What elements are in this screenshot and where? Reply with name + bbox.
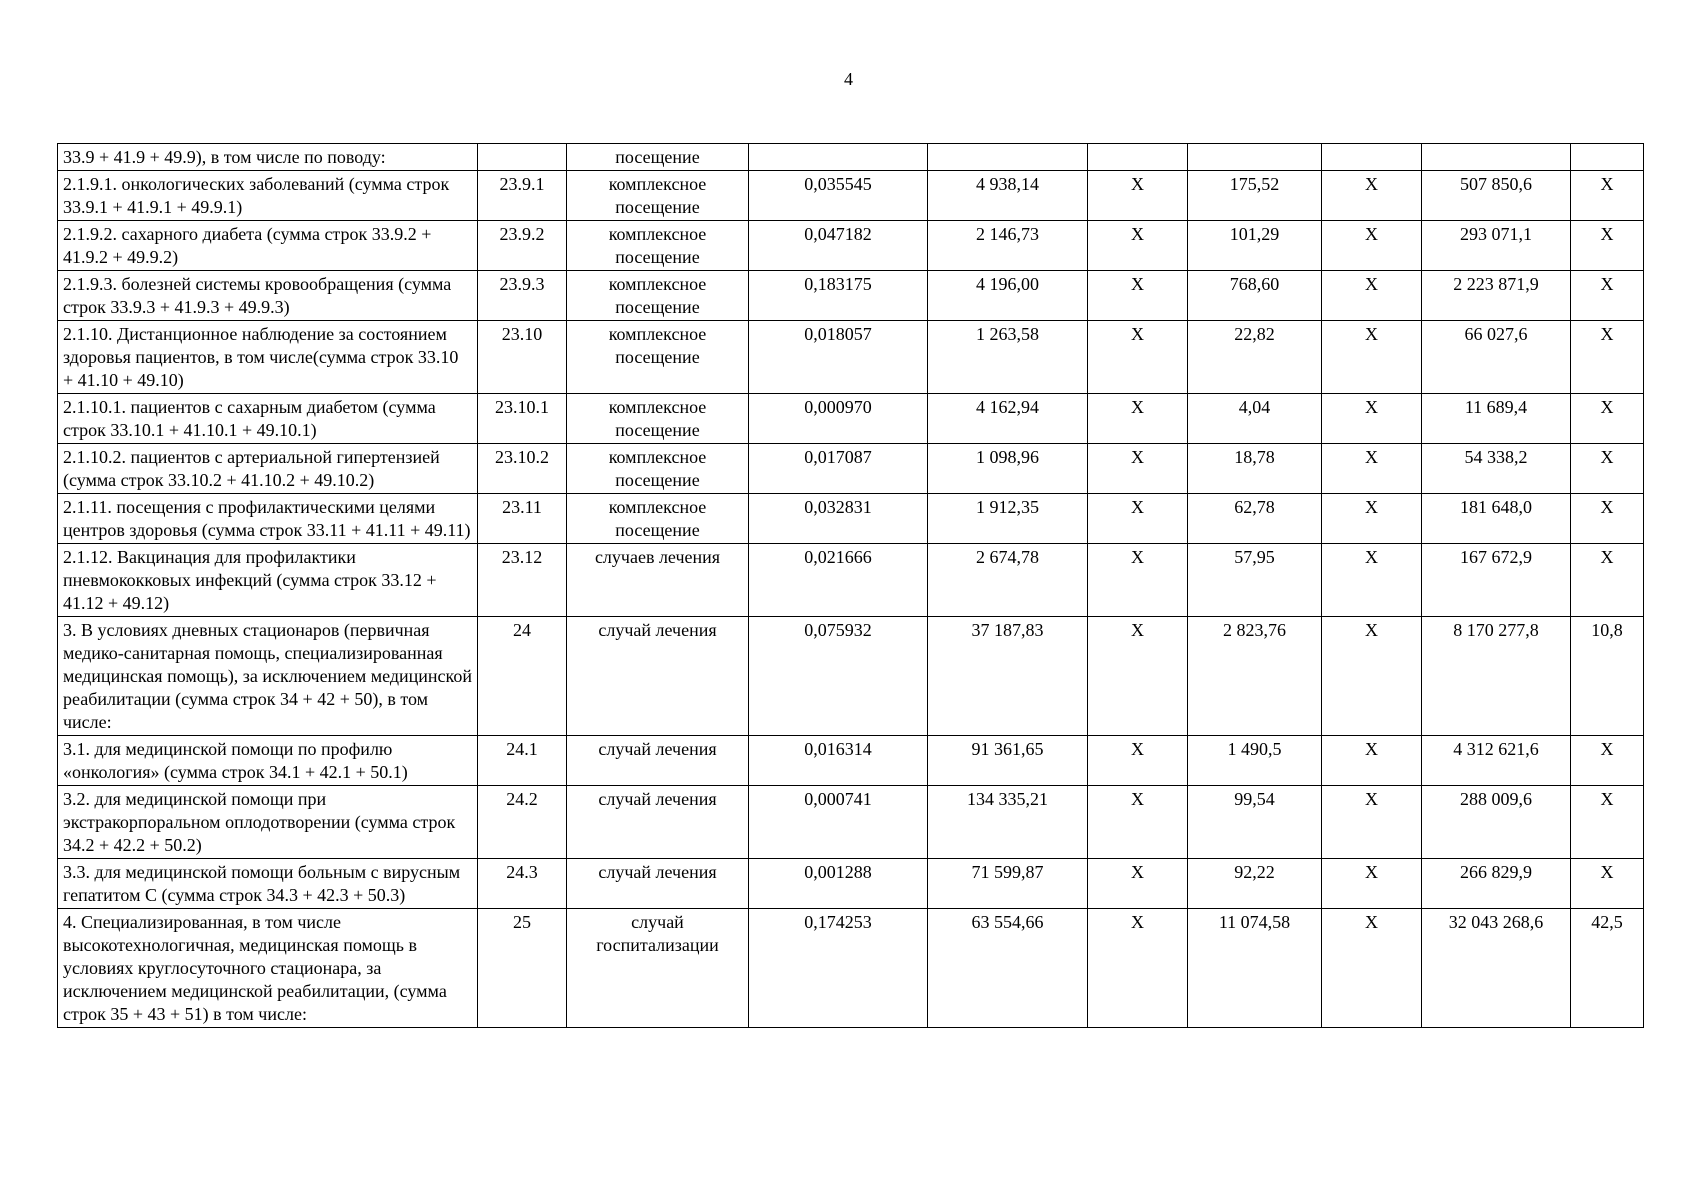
- cell-cost-per-unit: 2 674,78: [928, 544, 1088, 617]
- cell-total-cost: 4 312 621,6: [1422, 736, 1571, 786]
- cell-share-percent: X: [1571, 736, 1644, 786]
- cell-per-capita: 22,82: [1188, 321, 1322, 394]
- cell-col-x-1: X: [1088, 617, 1188, 736]
- cell-per-capita: 1 490,5: [1188, 736, 1322, 786]
- table-row: [58, 321, 1644, 394]
- cell-share-percent: X: [1571, 859, 1644, 909]
- table-row: [58, 617, 1644, 736]
- cell-share-percent: X: [1571, 544, 1644, 617]
- cell-norm-volume: 0,035545: [749, 171, 928, 221]
- cell-col-x-1: X: [1088, 171, 1188, 221]
- cell-total-cost: 8 170 277,8: [1422, 617, 1571, 736]
- cell-col-x-1: X: [1088, 494, 1188, 544]
- cell-unit: случаев лечения: [567, 544, 749, 617]
- cell-row-name: 3.1. для медицинской помощи по профилю «онкология» (сумма строк 34.1 + 42.1 + 50.1): [58, 736, 478, 786]
- table-row: [58, 271, 1644, 321]
- cell-row-name: 3. В условиях дневных стационаров (первичная медико-санитарная помощь, специализированная медицинская помощь), за исключением медицинской реабилитации (сумма строк 34 + 42 + 50), в том числе:: [58, 617, 478, 736]
- cell-row-code: 24: [478, 617, 567, 736]
- cell-norm-volume: 0,000970: [749, 394, 928, 444]
- cell-share-percent: X: [1571, 786, 1644, 859]
- cell-total-cost: 167 672,9: [1422, 544, 1571, 617]
- cell-row-code: 24.1: [478, 736, 567, 786]
- cell-per-capita: 768,60: [1188, 271, 1322, 321]
- cell-unit: случай госпитализации: [567, 909, 749, 1028]
- cell-per-capita: 92,22: [1188, 859, 1322, 909]
- cell-unit: комплексное посещение: [567, 444, 749, 494]
- table-row: [58, 444, 1644, 494]
- cell-row-name: 2.1.10.1. пациентов с сахарным диабетом (сумма строк 33.10.1 + 41.10.1 + 49.10.1): [58, 394, 478, 444]
- table-row: [58, 394, 1644, 444]
- cell-total-cost: 293 071,1: [1422, 221, 1571, 271]
- cell-row-name: 2.1.10.2. пациентов с артериальной гипертензией (сумма строк 33.10.2 + 41.10.2 + 49.10.2): [58, 444, 478, 494]
- cell-norm-volume: 0,183175: [749, 271, 928, 321]
- cell-col-x-2: X: [1322, 271, 1422, 321]
- cell-row-code: 23.11: [478, 494, 567, 544]
- cell-col-x-1: X: [1088, 321, 1188, 394]
- cell-cost-per-unit: 71 599,87: [928, 859, 1088, 909]
- cell-row-code: 24.2: [478, 786, 567, 859]
- cell-row-name: 4. Специализированная, в том числе высокотехнологичная, медицинская помощь в условиях круглосуточного стационара, за исключением медицинской реабилитации, (сумма строк 35 + 43 + 51) в том числе:: [58, 909, 478, 1028]
- cell-unit: случай лечения: [567, 736, 749, 786]
- cell-norm-volume: 0,001288: [749, 859, 928, 909]
- cell-row-name: 2.1.11. посещения с профилактическими целями центров здоровья (сумма строк 33.11 + 41.11 + 49.11): [58, 494, 478, 544]
- cell-row-code: 24.3: [478, 859, 567, 909]
- data-table: [57, 143, 1644, 1028]
- cell-norm-volume: [749, 144, 928, 171]
- cell-row-code: 25: [478, 909, 567, 1028]
- cell-share-percent: X: [1571, 321, 1644, 394]
- cell-row-code: 23.10: [478, 321, 567, 394]
- cell-row-code: 23.10.1: [478, 394, 567, 444]
- cell-col-x-2: [1322, 144, 1422, 171]
- cell-per-capita: 4,04: [1188, 394, 1322, 444]
- cell-share-percent: [1571, 144, 1644, 171]
- cell-col-x-2: X: [1322, 444, 1422, 494]
- cell-total-cost: 507 850,6: [1422, 171, 1571, 221]
- table-row: [58, 544, 1644, 617]
- cell-total-cost: 32 043 268,6: [1422, 909, 1571, 1028]
- cell-unit: комплексное посещение: [567, 321, 749, 394]
- cell-per-capita: 18,78: [1188, 444, 1322, 494]
- cell-col-x-2: X: [1322, 859, 1422, 909]
- cell-share-percent: X: [1571, 221, 1644, 271]
- cell-total-cost: 288 009,6: [1422, 786, 1571, 859]
- cell-norm-volume: 0,032831: [749, 494, 928, 544]
- cell-cost-per-unit: 1 912,35: [928, 494, 1088, 544]
- cell-total-cost: [1422, 144, 1571, 171]
- cell-col-x-1: X: [1088, 909, 1188, 1028]
- cell-total-cost: 54 338,2: [1422, 444, 1571, 494]
- cell-col-x-2: X: [1322, 617, 1422, 736]
- cell-per-capita: 99,54: [1188, 786, 1322, 859]
- cell-col-x-2: X: [1322, 171, 1422, 221]
- cell-total-cost: 181 648,0: [1422, 494, 1571, 544]
- cell-unit: комплексное посещение: [567, 171, 749, 221]
- cell-total-cost: 11 689,4: [1422, 394, 1571, 444]
- cell-norm-volume: 0,018057: [749, 321, 928, 394]
- cell-norm-volume: 0,000741: [749, 786, 928, 859]
- table-row: [58, 909, 1644, 1028]
- cell-norm-volume: 0,016314: [749, 736, 928, 786]
- cell-cost-per-unit: 1 098,96: [928, 444, 1088, 494]
- cell-col-x-1: [1088, 144, 1188, 171]
- cell-unit: случай лечения: [567, 859, 749, 909]
- table-row: [58, 171, 1644, 221]
- cell-norm-volume: 0,017087: [749, 444, 928, 494]
- cell-per-capita: 57,95: [1188, 544, 1322, 617]
- cell-per-capita: 62,78: [1188, 494, 1322, 544]
- cell-cost-per-unit: 4 162,94: [928, 394, 1088, 444]
- cell-cost-per-unit: [928, 144, 1088, 171]
- cell-share-percent: X: [1571, 444, 1644, 494]
- cell-unit: комплексное посещение: [567, 494, 749, 544]
- cell-norm-volume: 0,047182: [749, 221, 928, 271]
- cell-unit: комплексное посещение: [567, 394, 749, 444]
- cell-row-name: 3.3. для медицинской помощи больным с вирусным гепатитом С (сумма строк 34.3 + 42.3 + 50.3): [58, 859, 478, 909]
- cell-row-code: 23.9.1: [478, 171, 567, 221]
- cell-col-x-2: X: [1322, 221, 1422, 271]
- cell-row-code: 23.10.2: [478, 444, 567, 494]
- cell-cost-per-unit: 4 196,00: [928, 271, 1088, 321]
- cell-share-percent: 10,8: [1571, 617, 1644, 736]
- cell-unit: комплексное посещение: [567, 271, 749, 321]
- table-row: [58, 144, 1644, 171]
- cell-per-capita: 101,29: [1188, 221, 1322, 271]
- cell-total-cost: 66 027,6: [1422, 321, 1571, 394]
- table-row: [58, 859, 1644, 909]
- cell-row-name: 2.1.9.3. болезней системы кровообращения (сумма строк 33.9.3 + 41.9.3 + 49.9.3): [58, 271, 478, 321]
- cell-cost-per-unit: 1 263,58: [928, 321, 1088, 394]
- cell-col-x-2: X: [1322, 321, 1422, 394]
- cell-row-name: 2.1.9.1. онкологических заболеваний (сумма строк 33.9.1 + 41.9.1 + 49.9.1): [58, 171, 478, 221]
- cell-share-percent: X: [1571, 271, 1644, 321]
- cell-col-x-2: X: [1322, 736, 1422, 786]
- cell-share-percent: X: [1571, 394, 1644, 444]
- table-row: [58, 736, 1644, 786]
- cell-row-code: [478, 144, 567, 171]
- cell-row-name: 2.1.9.2. сахарного диабета (сумма строк 33.9.2 + 41.9.2 + 49.9.2): [58, 221, 478, 271]
- cell-col-x-1: X: [1088, 859, 1188, 909]
- cell-col-x-1: X: [1088, 444, 1188, 494]
- cell-col-x-1: X: [1088, 271, 1188, 321]
- cell-col-x-1: X: [1088, 221, 1188, 271]
- cell-row-code: 23.12: [478, 544, 567, 617]
- cell-per-capita: 11 074,58: [1188, 909, 1322, 1028]
- cell-per-capita: 2 823,76: [1188, 617, 1322, 736]
- cell-col-x-2: X: [1322, 394, 1422, 444]
- cell-row-name: 2.1.12. Вакцинация для профилактики пневмококковых инфекций (сумма строк 33.12 + 41.12 + 49.12): [58, 544, 478, 617]
- page-number: 4: [844, 69, 853, 89]
- cell-cost-per-unit: 91 361,65: [928, 736, 1088, 786]
- cell-norm-volume: 0,174253: [749, 909, 928, 1028]
- cell-row-name: 3.2. для медицинской помощи при экстракорпоральном оплодотворении (сумма строк 34.2 + 42.2 + 50.2): [58, 786, 478, 859]
- cell-col-x-1: X: [1088, 544, 1188, 617]
- cell-cost-per-unit: 4 938,14: [928, 171, 1088, 221]
- table-row: [58, 786, 1644, 859]
- cell-cost-per-unit: 134 335,21: [928, 786, 1088, 859]
- table-body: [58, 144, 1644, 1028]
- cell-share-percent: X: [1571, 494, 1644, 544]
- cell-row-name: 33.9 + 41.9 + 49.9), в том числе по поводу:: [58, 144, 478, 171]
- cell-per-capita: [1188, 144, 1322, 171]
- cell-row-code: 23.9.3: [478, 271, 567, 321]
- cell-col-x-1: X: [1088, 736, 1188, 786]
- cell-col-x-2: X: [1322, 786, 1422, 859]
- cell-unit: комплексное посещение: [567, 221, 749, 271]
- cell-share-percent: X: [1571, 171, 1644, 221]
- cell-cost-per-unit: 37 187,83: [928, 617, 1088, 736]
- table-row: [58, 221, 1644, 271]
- cell-norm-volume: 0,075932: [749, 617, 928, 736]
- cell-unit: случай лечения: [567, 786, 749, 859]
- table-row: [58, 494, 1644, 544]
- cell-cost-per-unit: 2 146,73: [928, 221, 1088, 271]
- cell-col-x-1: X: [1088, 394, 1188, 444]
- cell-total-cost: 266 829,9: [1422, 859, 1571, 909]
- cell-unit: посещение: [567, 144, 749, 171]
- cell-per-capita: 175,52: [1188, 171, 1322, 221]
- cell-unit: случай лечения: [567, 617, 749, 736]
- cell-row-code: 23.9.2: [478, 221, 567, 271]
- cell-row-name: 2.1.10. Дистанционное наблюдение за состоянием здоровья пациентов, в том числе(сумма строк 33.10 + 41.10 + 49.10): [58, 321, 478, 394]
- cell-share-percent: 42,5: [1571, 909, 1644, 1028]
- cell-col-x-2: X: [1322, 494, 1422, 544]
- cell-cost-per-unit: 63 554,66: [928, 909, 1088, 1028]
- cell-col-x-2: X: [1322, 909, 1422, 1028]
- cell-col-x-1: X: [1088, 786, 1188, 859]
- cell-norm-volume: 0,021666: [749, 544, 928, 617]
- cell-total-cost: 2 223 871,9: [1422, 271, 1571, 321]
- cell-col-x-2: X: [1322, 544, 1422, 617]
